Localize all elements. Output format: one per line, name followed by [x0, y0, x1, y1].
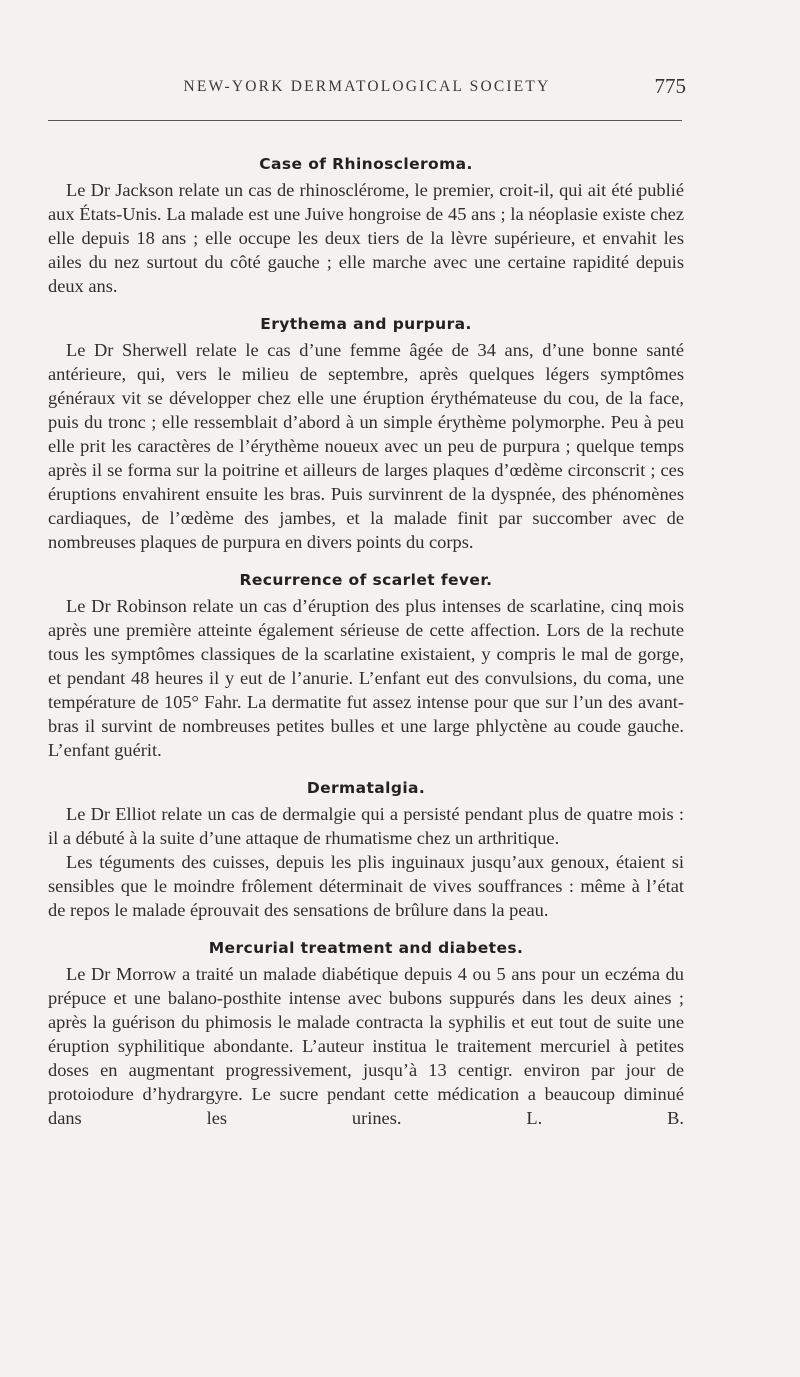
article-body [48, 150, 684, 1142]
paragraph: Le Dr Jackson relate un cas de rhinosclérome, le premier, croit-il, qui ait été publié aux États-Unis. La malade est une Juive hongroise de 45 ans ; la néoplasie existe chez elle depuis 18 ans ; elle occupe les deux tiers de la lèvre supérieure, et envahit les ailes du nez surtout du côté gauche ; elle marche avec une certaine rapidité depuis deux ans. [48, 180, 684, 296]
section-title: Recurrence of scarlet fever. [239, 571, 493, 589]
signature: L. B. [526, 1108, 684, 1128]
section-dermatalgia [48, 774, 684, 922]
paragraph-text: Le Dr Morrow a traité un malade diabétique depuis 4 ou 5 ans pour un eczéma du prépuce et une balano-posthite intense avec bubons suppurés dans les deux aines ; après la guérison du phimosis le malade contracta la syphilis et eut tout de suite une éruption syphilitique abondante. L’auteur institua le traitement mercuriel à petites doses en augmentant progressivement, jusqu’à 13 centigr. environ par jour de protoiodure d’hydrargyre. Le sucre pendant cette médication a beaucoup diminué dans les urines. [48, 964, 684, 1128]
paragraph: Le Dr Sherwell relate le cas d’une femme âgée de 34 ans, d’une bonne santé antérieure, qui, vers le milieu de septembre, après quelques légers symptômes généraux vit se développer chez elle une éruption érythémateuse du cou, de la face, puis du tronc ; elle ressemblait d’abord à un simple érythème polymorphe. Peu à peu elle prit les caractères de l’érythème noueux avec un peu de purpura ; quelque temps après il se forma sur la poitrine et ailleurs de larges plaques d’œdème circonscrit ; ces éruptions envahirent ensuite les bras. Puis survinrent de la dyspnée, des phénomènes cardiaques, de l’œdème des jambes, et la malade finit par succomber avec de nombreuses plaques de purpura en divers points du corps. [48, 340, 684, 552]
section-erythema-purpura [48, 310, 684, 554]
section-rhinoscleroma [48, 150, 684, 298]
paragraph: Le Dr Elliot relate un cas de dermalgie qui a persisté pendant plus de quatre mois : il a débuté à la suite d’une attaque de rhumatisme chez un arthritique. [48, 804, 684, 848]
section-title: Mercurial treatment and diabetes. [208, 939, 524, 957]
section-title: Dermatalgia. [306, 779, 426, 797]
page-header [48, 74, 686, 104]
running-title: NEW-YORK DERMATOLOGICAL SOCIETY [183, 78, 551, 95]
paragraph: Les téguments des cuisses, depuis les plis inguinaux jusqu’aux genoux, étaient si sensibles que le moindre frôlement déterminait de vives souffrances : même à l’état de repos le malade éprouvait des sensations de brûlure dans la peau. [48, 852, 684, 920]
section-mercurial-diabetes [48, 934, 684, 1130]
section-scarlet-fever [48, 566, 684, 762]
page-number: 775 [654, 74, 686, 98]
paragraph: Le Dr Robinson relate un cas d’éruption des plus intenses de scarlatine, cinq mois après une première atteinte également sérieuse de cette affection. Lors de la rechute tous les symptômes classiques de la scarlatine existaient, y compris le mal de gorge, et pendant 48 heures il y eut de l’anurie. L’enfant eut des convulsions, du coma, une température de 105° Fahr. La dermatite fut assez intense pour que sur l’un des avant-bras il survint de nombreuses petites bulles et une large phlyctène au coude gauche. L’enfant guérit. [48, 596, 684, 760]
paragraph [48, 962, 684, 1130]
header-rule [48, 120, 682, 121]
section-title: Erythema and purpura. [260, 315, 472, 333]
section-title: Case of Rhinoscleroma. [259, 155, 473, 173]
